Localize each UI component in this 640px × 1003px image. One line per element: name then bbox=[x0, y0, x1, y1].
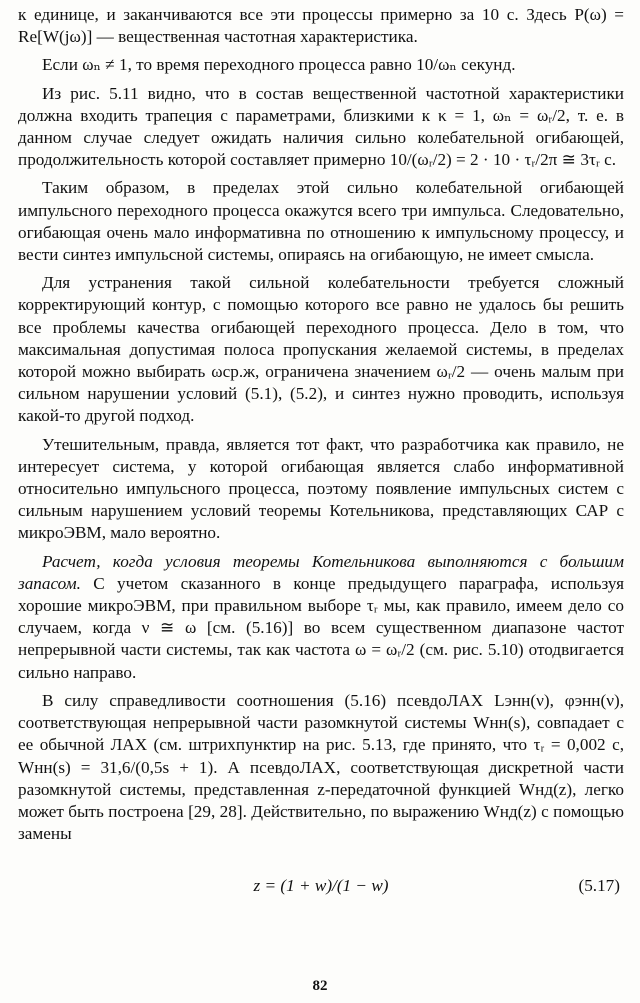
paragraph-8: В силу справедливости соотношения (5.16) псевдоЛАХ Lэнн(ν), φэнн(ν), соответствующая непрерывной части разомкнутой системы Wнн(s), совпадает с ее обычной ЛАХ (см. штрихпунктир на рис. 5.13, где принято, что τᵣ = 0,002 с, Wнн(s) = 31,6/(0,5s + 1). А псевдоЛАХ, соответствующая дискретной части разомкнутой системы, представленная z-передаточной функцией Wнд(z), легко может быть построена [29, 28]. Действительно, по выражению Wнд(z) с помощью замены bbox=[18, 690, 624, 844]
paragraph-3: Из рис. 5.11 видно, что в состав вещественной частотной характеристики должна входить трапеция с параметрами, близкими к κ = 1, ωₙ = ωᵣ/2, т. е. в данном случае следует ожидать наличия сильно колебательной огибающей, продолжительность которой составляет примерно 10/(ωᵣ/2) = 2 · 10 · τᵣ/2π ≅ 3τᵣ с. bbox=[18, 83, 624, 170]
equation-expression: z = (1 + w)/(1 − w) bbox=[253, 876, 389, 896]
paragraph-4: Таким образом, в пределах этой сильно колебательной огибающей импульсного переходного процесса окажутся всего три импульса. Следовательно, огибающая очень мало информативна по отношению к импульсному процессу, и вести синтез импульсной системы, опираясь на огибающую, не имеет смысла. bbox=[18, 178, 624, 265]
equation-number: (5.17) bbox=[578, 876, 620, 896]
equation-5-17 bbox=[18, 873, 624, 899]
paragraph-7-text: С учетом сказанного в конце предыдущего параграфа, используя хорошие микроЭВМ, при правильном выборе τᵣ мы, как правило, имеем дело со случаем, когда ν ≅ ω [см. (5.16)] во всем существенном диапазоне частот непрерывной части системы, так как частота ω = ωᵣ/2 (см. рис. 5.10) отодвигается сильно направо. bbox=[18, 573, 625, 682]
paragraph-7 bbox=[18, 551, 624, 684]
italic-heading: Расчет, когда условия теоремы Котельникова выполняются с большим запасом. bbox=[18, 551, 624, 593]
paragraph-1: к единице, и заканчиваются все эти процессы примерно за 10 с. Здесь P(ω) = Re[W(jω)] — вещественная частотная характеристика. bbox=[18, 5, 624, 47]
paragraph-2: Если ωₙ ≠ 1, то время переходного процесса равно 10/ωₙ секунд. bbox=[42, 55, 516, 75]
paragraph-6: Утешительным, правда, является тот факт, что разработчика как правило, не интересует система, у которой огибающая является слабо информативной относительно импульсного процесса, поэтому появление импульсных систем с сильным нарушением условий теоремы Котельникова, представляющих САР с микроЭВМ, мало вероятно. bbox=[18, 434, 624, 543]
page-number: 82 bbox=[312, 978, 328, 994]
paragraph-5: Для устранения такой сильной колебательности требуется сложный корректирующий контур, с помощью которого все равно не удалось бы решить все проблемы качества огибающей переходного процесса. Дело в том, что максимальная допустимая полоса пропускания желаемой системы, в пределах которой можно выбирать ωср.ж, ограничена значением ωᵣ/2 — очень малым при сильном нарушении условий (5.1), (5.2), и синтез нужно проводить, используя какой-то другой подход. bbox=[18, 273, 624, 426]
